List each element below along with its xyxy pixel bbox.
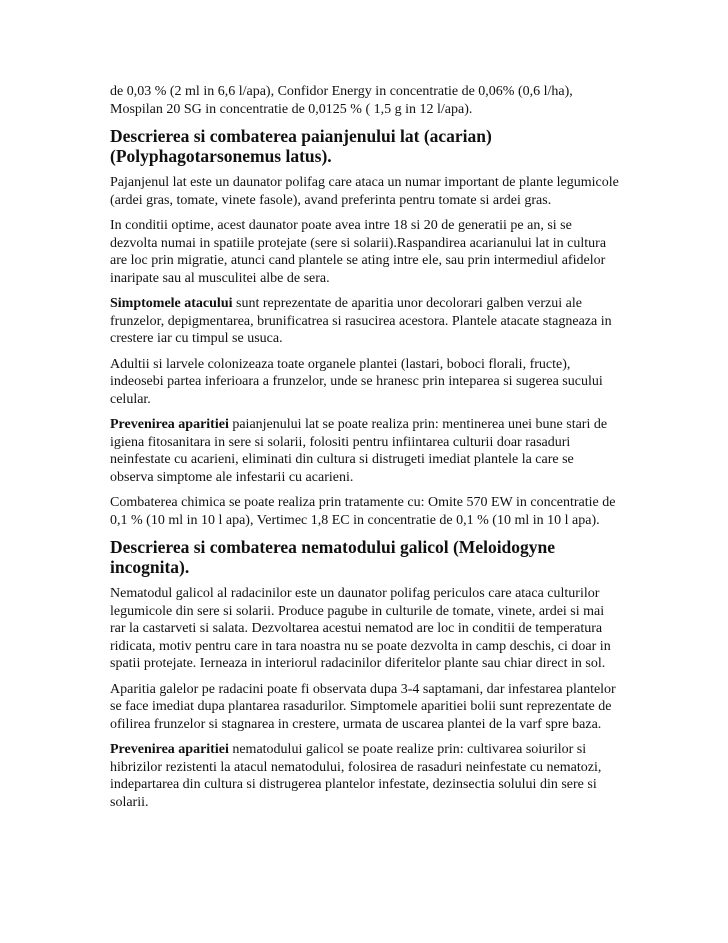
paragraph-nematod-description: Nematodul galicol al radacinilor este un daunator polifag periculos care ataca culturilor legumicole din sere si solarii. Produce pagube in culturile de tomate, vinete, ardei si mai rar la castarveti si salata. Dezvoltarea acestui nematod are loc in conditii de temperatura ridicata, motiv pentru care in tara noastra nu se poate dezvolta in camp deschis, ci doar in spatii protejate. Ierneaza in interiorul radacinilor diferitelor plante sau chiar direct in sol. [110,586,611,671]
paragraph-paianjen-description: Pajanjenul lat este un daunator polifag care ataca un numar important de plante legumicole (ardei gras, tomate, vinete fasole), avand preferinta pentru tomate si ardei gras. [110,175,619,208]
heading-paianjen-lat: Descrierea si combaterea paianjenului lat (acarian) (Polyphagotarsonemus latus). [110,126,492,166]
paragraph-adults-larvae: Adultii si larvele colonizeaza toate organele plantei (lastari, boboci florali, fructe), indeosebi partea inferioara a frunzelor, unde se hranesc prin inteparea si sugerea sucului celular. [110,356,603,407]
heading-nematod-galicol: Descrierea si combaterea nematodului galicol (Meloidogyne incognita). [110,537,556,577]
paragraph-paianjen-generations: In conditii optime, acest daunator poate avea intre 18 si 20 de generatii pe an, si se dezvolta numai in spatiile protejate (sere si solarii).Raspandirea acarianului lat in cultura are loc prin migratie, atunci cand plantele se ating intre ele, sau prin intermediul afidelor inaripate sau al musculitei albe de sera. [110,218,607,286]
paragraph-symptoms [110,295,620,348]
paragraph-nematod-galls: Aparitia galelor pe radacini poate fi observata dupa 3-4 saptamani, dar infestarea plantelor se face imediat dupa plantarea rasadurilor. Simptomele aparitiei bolii sunt reprezentate de ofilirea frunzelor si stagnarea in crestere, urmata de uscarea plantei de la varf spre baza. [110,681,616,732]
paragraph-prevention-nematod [110,741,620,811]
paragraph-intro-continuation: de 0,03 % (2 ml in 6,6 l/apa), Confidor Energy in concentratie de 0,06% (0,6 l/ha), Mospilan 20 SG in concentratie de 0,0125 % ( 1,5 g in 12 l/apa). [110,84,573,117]
prevention-nematod-text: nematodului galicol se poate realize prin: cultivarea soiurilor si hibrizilor rezistenti la atacul nematodului, folosirea de rasaduri neinfestate cu nematozi, indepartarea din cultura si distrugerea plantelor infestate, dezinsectia solului din sere si solarii. [110,742,602,810]
prevention-text: paianjenului lat se poate realiza prin: mentinerea unei bune stari de igiena fitosanitara in sere si solarii, folositi pentru infiintarea culturii doar rasaduri neinfestate cu acarieni, eliminati din cultura si distrugeti imediat plantele la care se observa simptome ale infestarii cu acarieni. [110,417,608,485]
symptoms-label: Simptomele atacului [110,296,233,311]
symptoms-text: sunt reprezentate de aparitia unor decolorari galben verzui ale frunzelor, depigmentarea, brunificatrea si rasucirea acestora. Plantele atacate stagneaza in crestere iar cu timpul se usuca. [110,296,612,346]
paragraph-prevention-paianjen [110,416,620,486]
paragraph-chemical-control: Combaterea chimica se poate realiza prin tratamente cu: Omite 570 EW in concentratie de 0,1 % (10 ml in 10 l apa), Vertimec 1,8 EC in concentratie de 0,1 % (10 ml in 10 l apa). [110,495,616,528]
document-page [110,83,620,819]
prevention-nematod-label: Prevenirea aparitiei [110,742,229,757]
prevention-label: Prevenirea aparitiei [110,417,229,432]
